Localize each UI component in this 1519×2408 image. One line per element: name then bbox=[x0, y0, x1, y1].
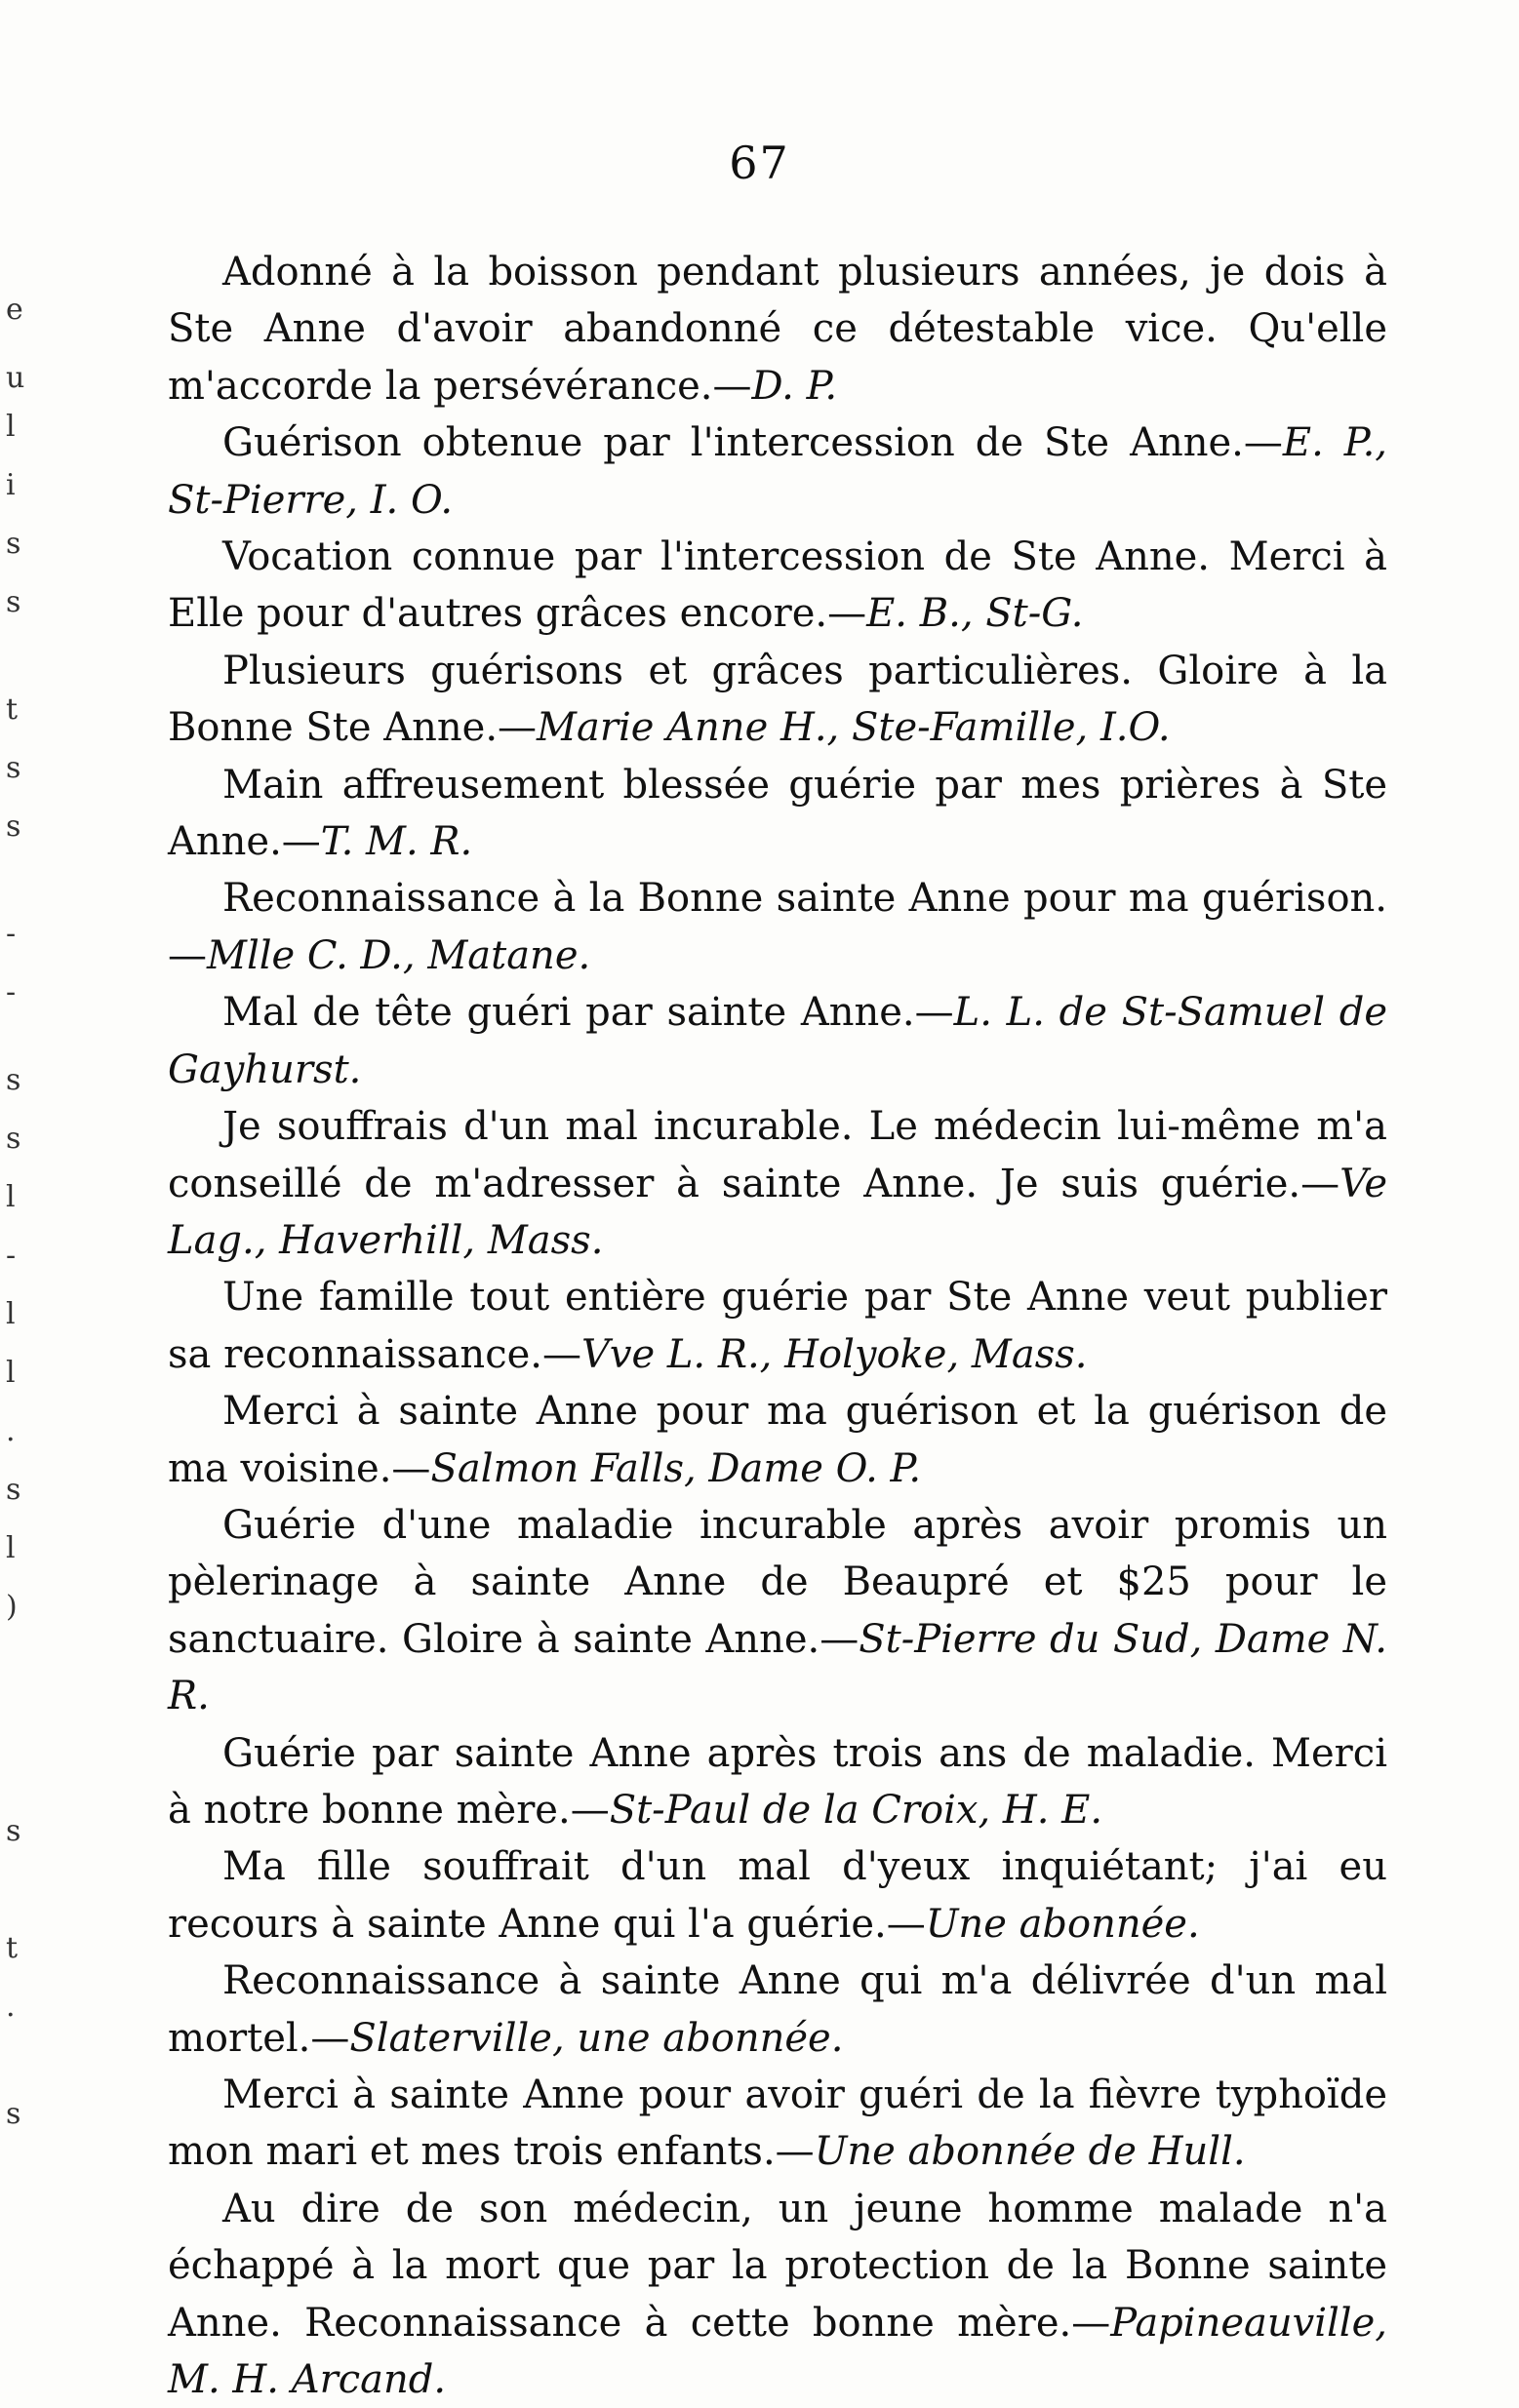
entry-signature: Une abonnée. bbox=[925, 1901, 1200, 1947]
entry-signature: Vve L. R., Holyoke, Mass. bbox=[580, 1331, 1088, 1377]
margin-mark: i bbox=[6, 468, 16, 502]
entry-signature: E. P., St-Pierre, I. O. bbox=[168, 420, 1387, 523]
testimony-entry bbox=[168, 1838, 1387, 1953]
margin-mark: s bbox=[6, 1473, 21, 1507]
margin-mark: . bbox=[6, 1414, 16, 1448]
entry-signature: St-Paul de la Croix, H. E. bbox=[609, 1787, 1103, 1833]
testimony-entry bbox=[168, 1098, 1387, 1269]
testimony-entry bbox=[168, 1953, 1387, 2067]
testimony-entry bbox=[168, 984, 1387, 1098]
entry-signature: Mlle C. D., Matane. bbox=[207, 932, 591, 978]
entry-text: Reconnaissance à la Bonne sainte Anne pour ma guérison.— bbox=[168, 876, 1387, 978]
margin-mark: s bbox=[6, 1814, 21, 1848]
margin-mark: - bbox=[6, 975, 17, 1009]
margin-mark: s bbox=[6, 527, 21, 561]
page-number: 67 bbox=[729, 137, 790, 189]
margin-mark: s bbox=[6, 1063, 21, 1097]
testimony-entry bbox=[168, 414, 1387, 529]
entry-text: Guérie par sainte Anne après trois ans de maladie. Merci à notre bonne mère.— bbox=[168, 1730, 1387, 1833]
testimony-entry bbox=[168, 2067, 1387, 2181]
testimony-entry bbox=[168, 1725, 1387, 1839]
entry-text: Une famille tout entière guérie par Ste Anne veut publier sa reconnaissance.— bbox=[168, 1275, 1387, 1377]
testimony-entry bbox=[168, 643, 1387, 757]
margin-mark: l bbox=[6, 1180, 16, 1214]
entry-text: Merci à sainte Anne pour ma guérison et la guérison de ma voisine.— bbox=[168, 1389, 1387, 1491]
entry-signature: D. P. bbox=[751, 363, 838, 409]
entry-text: Au dire de son médecin, un jeune homme malade n'a échappé à la mort que par la protection de la Bonne sainte Anne. Reconnaissance à cette bonne mère.— bbox=[168, 2186, 1387, 2346]
entry-signature: Papineauville, M. H. Arcand. bbox=[168, 2300, 1387, 2403]
testimony-entry bbox=[168, 870, 1387, 984]
entry-text: Merci à sainte Anne pour avoir guéri de la fièvre typhoïde mon mari et mes trois enfants.— bbox=[168, 2072, 1387, 2175]
margin-mark: l bbox=[6, 1297, 16, 1331]
margin-mark: t bbox=[6, 1931, 19, 1965]
testimony-entry bbox=[168, 529, 1387, 643]
entry-text: Je souffrais d'un mal incurable. Le médecin lui-même m'a conseillé de m'adresser à sainte Anne. Je suis guérie.— bbox=[168, 1104, 1387, 1206]
entry-text: Adonné à la boisson pendant plusieurs années, je dois à Ste Anne d'avoir abandonné ce détestable vice. Qu'elle m'accorde la persévérance.— bbox=[168, 250, 1387, 409]
testimony-entry bbox=[168, 244, 1387, 414]
margin-mark: e bbox=[6, 293, 23, 327]
entry-text: Ma fille souffrait d'un mal d'yeux inquiétant; j'ai eu recours à sainte Anne qui l'a guérie.— bbox=[168, 1844, 1387, 1947]
entry-signature: Ve Lag., Haverhill, Mass. bbox=[168, 1161, 1387, 1263]
entry-signature: L. L. de St-Samuel de Gayhurst. bbox=[168, 990, 1387, 1092]
entry-text: Mal de tête guéri par sainte Anne.— bbox=[222, 990, 954, 1036]
entry-signature: E. B., St-G. bbox=[866, 591, 1084, 637]
entry-signature: Slaterville, une abonnée. bbox=[349, 2015, 844, 2061]
margin-mark: s bbox=[6, 809, 21, 844]
entry-signature: St-Pierre du Sud, Dame N. R. bbox=[168, 1616, 1387, 1719]
margin-mark: . bbox=[6, 1990, 16, 2024]
entry-signature: Salmon Falls, Dame O. P. bbox=[430, 1445, 922, 1491]
testimony-entry bbox=[168, 757, 1387, 871]
entry-signature: Marie Anne H., Ste-Famille, I.O. bbox=[537, 705, 1171, 751]
testimony-entry bbox=[168, 1269, 1387, 1383]
margin-mark: s bbox=[6, 2097, 21, 2131]
testimony-entry bbox=[168, 1383, 1387, 1497]
margin-mark: - bbox=[6, 1239, 17, 1273]
margin-mark: l bbox=[6, 1531, 16, 1565]
margin-mark: s bbox=[6, 585, 21, 619]
entry-text: Plusieurs guérisons et grâces particulières. Gloire à la Bonne Ste Anne.— bbox=[168, 648, 1387, 751]
entry-signature: T. M. R. bbox=[320, 819, 473, 865]
testimony-entry bbox=[168, 2181, 1387, 2408]
margin-mark: t bbox=[6, 692, 19, 727]
margin-mark: s bbox=[6, 751, 21, 785]
margin-mark: l bbox=[6, 410, 16, 444]
entry-text: Guérie d'une maladie incurable après avoir promis un pèlerinage à sainte Anne de Beaupré et $25 pour le sanctuaire. Gloire à sainte Anne.— bbox=[168, 1502, 1387, 1662]
entry-text: Main affreusement blessée guérie par mes prières à Ste Anne.— bbox=[168, 762, 1387, 865]
margin-mark: s bbox=[6, 1122, 21, 1156]
margin-mark: - bbox=[6, 917, 17, 951]
margin-mark: ) bbox=[6, 1590, 18, 1624]
text-column bbox=[168, 244, 1387, 2408]
entry-text: Guérison obtenue par l'intercession de Ste Anne.— bbox=[222, 420, 1283, 466]
margin-mark: l bbox=[6, 1356, 16, 1390]
testimony-entry bbox=[168, 1497, 1387, 1725]
entry-signature: Une abonnée de Hull. bbox=[814, 2129, 1246, 2175]
margin-mark: u bbox=[6, 361, 25, 395]
entry-text: Reconnaissance à sainte Anne qui m'a délivrée d'un mal mortel.— bbox=[168, 1958, 1387, 2061]
entry-text: Vocation connue par l'intercession de Ste Anne. Merci à Elle pour d'autres grâces encore.— bbox=[168, 534, 1387, 637]
